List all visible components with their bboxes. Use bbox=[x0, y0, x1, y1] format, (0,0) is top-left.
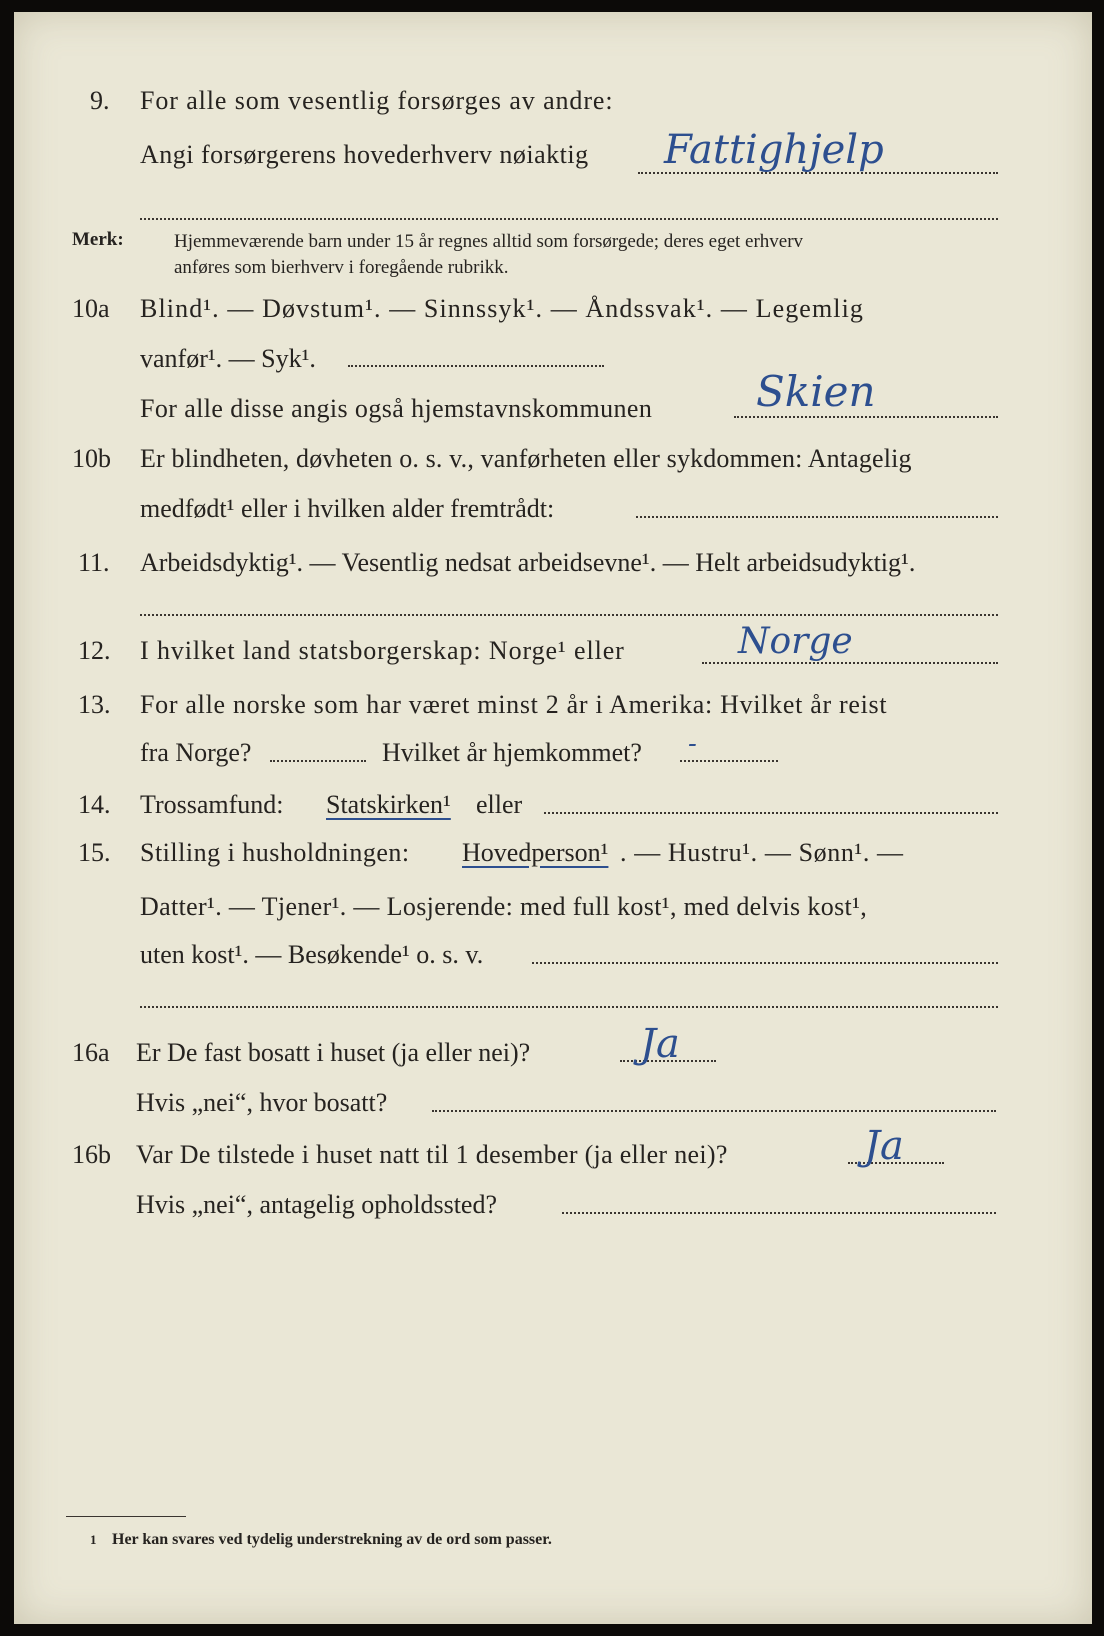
census-form-page bbox=[14, 12, 1092, 1624]
q10a-line1: Blind¹. — Døvstum¹. — Sinnssyk¹. — Åndssvak¹. — Legemlig bbox=[140, 294, 865, 323]
q15-line2: Datter¹. — Tjener¹. — Losjerende: med full kost¹, med delvis kost¹, bbox=[140, 892, 868, 921]
q14-number: 14. bbox=[78, 790, 111, 819]
q16a-residence-line bbox=[432, 1110, 996, 1112]
q13-number: 13. bbox=[78, 690, 111, 719]
q15-extra-line bbox=[140, 1006, 998, 1008]
q16a-line2: Hvis „nei“, hvor bosatt? bbox=[136, 1088, 388, 1117]
q10b-line1: Er blindheten, døvheten o. s. v., vanførheten eller sykdommen: Antagelig bbox=[140, 444, 912, 473]
q12-number: 12. bbox=[78, 636, 111, 665]
q16b-line1: Var De tilstede i huset natt til 1 desember (ja eller nei)? bbox=[136, 1140, 728, 1169]
q13-handwritten-dash: - bbox=[688, 729, 697, 759]
q9-handwritten-answer: Fattighjelp bbox=[664, 127, 884, 173]
q16b-line2: Hvis „nei“, antagelig opholdssted? bbox=[136, 1190, 498, 1219]
q15-answer-line bbox=[532, 962, 998, 964]
q15-number: 15. bbox=[78, 838, 111, 867]
q14-option-statskirken: Statskirken¹ bbox=[326, 790, 451, 819]
q10a-line3: For alle disse angis også hjemstavnskommunen bbox=[140, 394, 653, 423]
q10a-answer-line bbox=[734, 416, 998, 418]
q14-answer-line bbox=[544, 812, 998, 814]
q16b-number: 16b bbox=[72, 1140, 111, 1169]
q9-extra-line bbox=[140, 218, 998, 220]
q16b-location-line bbox=[562, 1212, 996, 1214]
q13-line2a: fra Norge? bbox=[140, 738, 252, 767]
q11-line1: Arbeidsdyktig¹. — Vesentlig nedsat arbeidsevne¹. — Helt arbeidsudyktig¹. bbox=[140, 548, 916, 577]
q15-line3: uten kost¹. — Besøkende¹ o. s. v. bbox=[140, 940, 484, 969]
merk-label: Merk: bbox=[72, 229, 124, 250]
q13-departure-line bbox=[270, 760, 366, 762]
q16a-number: 16a bbox=[72, 1038, 110, 1067]
q9-line2: Angi forsørgerens hovederhverv nøiaktig bbox=[140, 140, 589, 169]
footnote-rule bbox=[66, 1516, 186, 1517]
q10a-handwritten-answer: Skien bbox=[756, 367, 876, 416]
q15-rest1: . — Hustru¹. — Sønn¹. — bbox=[620, 838, 904, 867]
q10a-number: 10a bbox=[72, 294, 110, 323]
q13-line1: For alle norske som har været minst 2 år i Amerika: Hvilket år reist bbox=[140, 690, 888, 719]
q15-label: Stilling i husholdningen: bbox=[140, 838, 410, 867]
q12-handwritten-answer: Norge bbox=[738, 621, 853, 662]
q14-rest: eller bbox=[476, 790, 523, 819]
q16b-handwritten-answer: Ja bbox=[864, 1123, 904, 1169]
q11-answer-line bbox=[140, 614, 998, 616]
q10a-syk-line bbox=[348, 365, 604, 367]
q12-answer-line bbox=[702, 662, 998, 664]
q12-line1: I hvilket land statsborgerskap: Norge¹ eller bbox=[140, 636, 625, 665]
q15-option-hovedperson: Hovedperson¹ bbox=[462, 838, 609, 867]
q11-number: 11. bbox=[78, 548, 110, 577]
merk-line1: Hjemmeværende barn under 15 år regnes alltid som forsørgede; deres eget erhverv bbox=[174, 231, 804, 252]
q10b-number: 10b bbox=[72, 444, 111, 473]
footnote-text: Her kan svares ved tydelig understrekning av de ord som passer. bbox=[112, 1531, 552, 1548]
footnote-mark: 1 bbox=[90, 1532, 97, 1547]
q14-label: Trossamfund: bbox=[140, 790, 284, 819]
q16a-line1: Er De fast bosatt i huset (ja eller nei)? bbox=[136, 1038, 531, 1067]
q13-line2b: Hvilket år hjemkommet? bbox=[382, 738, 642, 767]
q10b-line2: medfødt¹ eller i hvilken alder fremtrådt: bbox=[140, 494, 555, 523]
q10b-answer-line bbox=[636, 516, 998, 518]
q9-number: 9. bbox=[90, 86, 110, 115]
merk-line2: anføres som bierhverv i foregående rubrikk. bbox=[174, 257, 509, 278]
q10a-line2: vanfør¹. — Syk¹. bbox=[140, 344, 316, 373]
q16a-handwritten-answer: Ja bbox=[640, 1021, 680, 1067]
q9-line1: For alle som vesentlig forsørges av andre: bbox=[140, 86, 614, 115]
